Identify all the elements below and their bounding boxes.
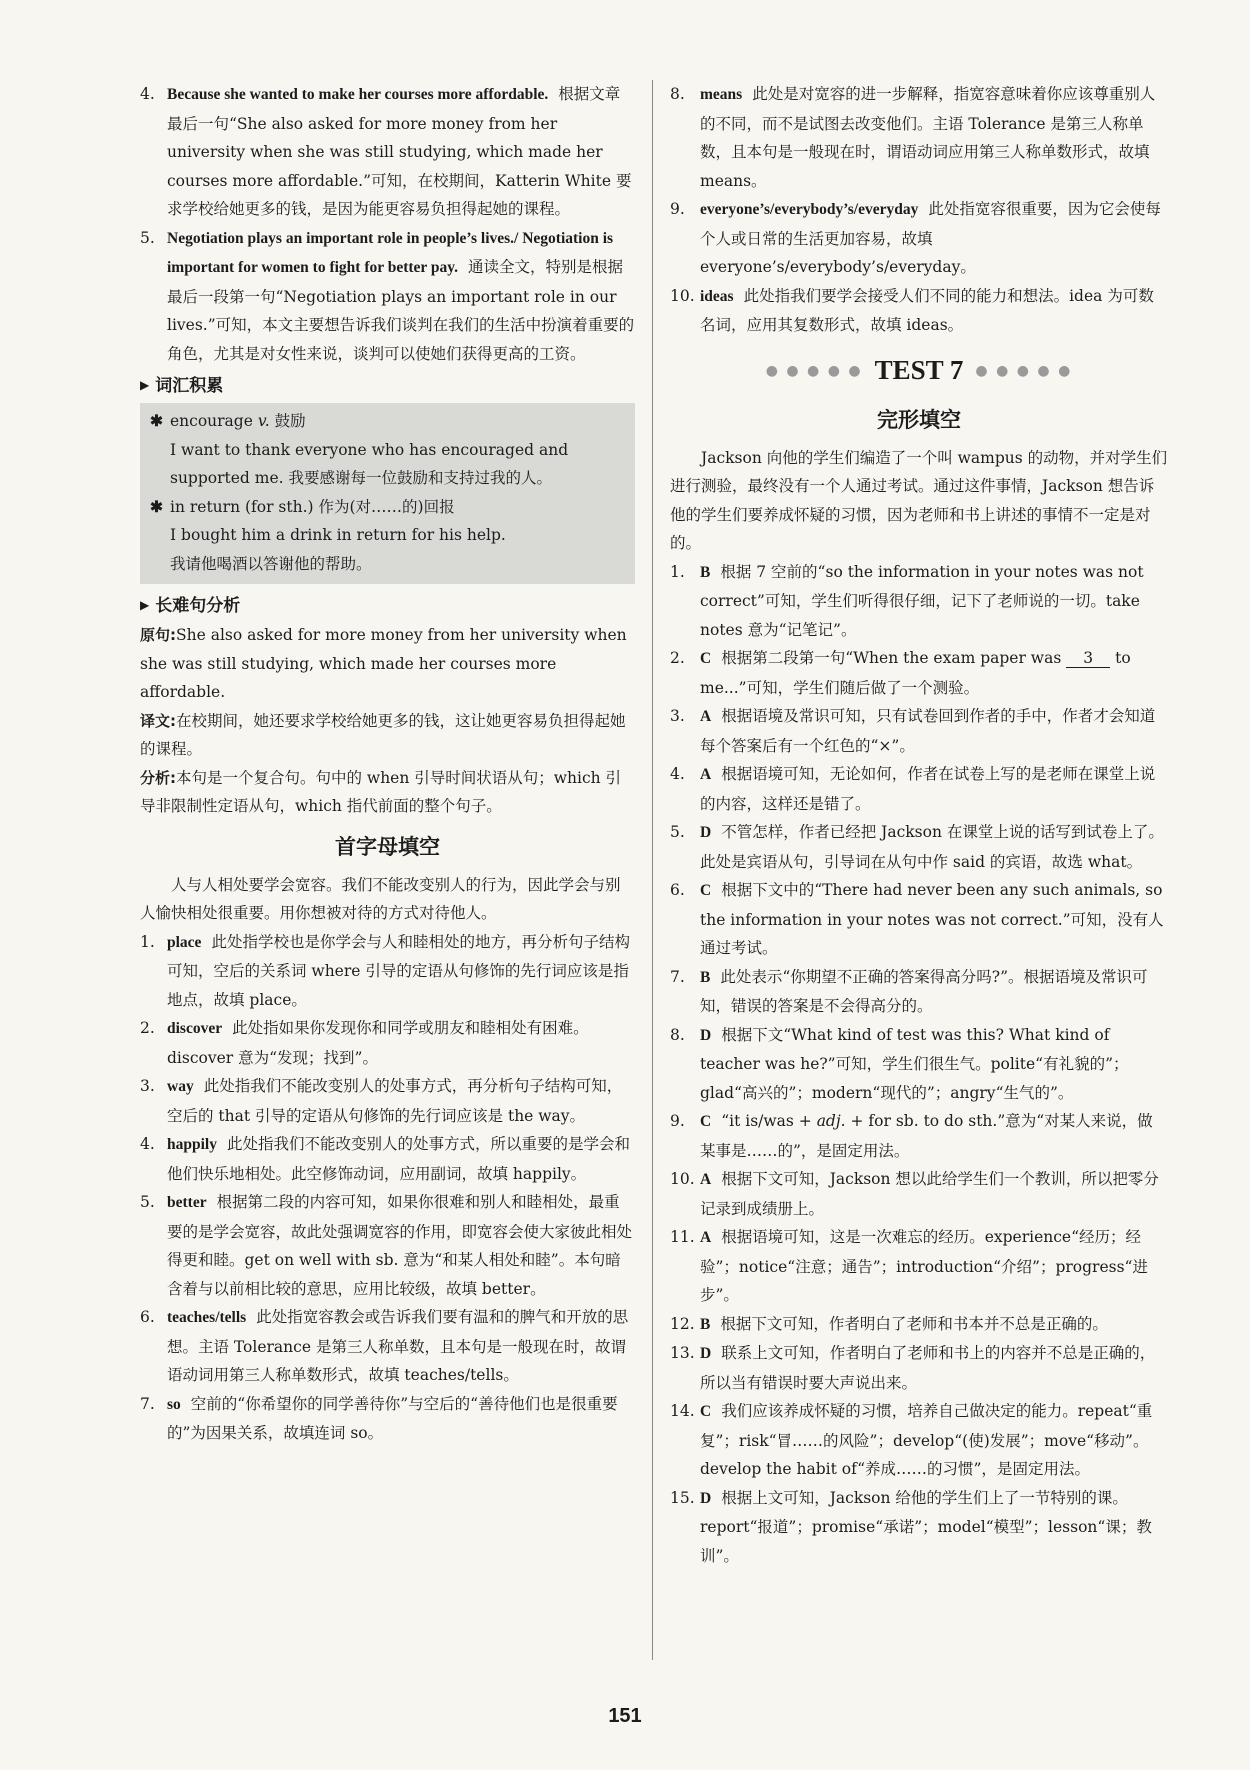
- answer-item: 4. A 根据语境可知，无论如何，作者在试卷上写的是老师在课堂上说的内容，这样还是错了。: [670, 765, 1156, 813]
- section-intro: Jackson 向他的学生们编造了一个叫 wampus 的动物，并对学生们进行测验，最终没有一个人通过考试。通过这件事情，Jackson 想告诉他的学生们要养成怀疑的习惯，因为老师和书上讲述的事情不一定是对的。: [670, 448, 1168, 552]
- answer-item: 13. D 联系上文可知，作者明白了老师和书上的内容并不总是正确的，所以当有错误时要大声说出来。: [670, 1344, 1156, 1392]
- vocab-entry: ✱ encourage v. 鼓励: [150, 407, 625, 436]
- answer-item: [140, 224, 635, 369]
- asterisk-icon: ✱: [150, 496, 163, 516]
- right-column: [670, 80, 1168, 1570]
- answer-item: 4. happily 此处指我们不能改变别人的处事方式，所以重要的是学会和他们快乐地相处。此空修饰动词，应用副词，故填 happily。: [140, 1135, 630, 1183]
- item-explanation: 根据文章最后一句“She also asked for more money from her university when she was still studying, which made her courses more affordable.”可知，在校期间，Katterin White 要求学校给她更多的钱，是因为能更容易负担得起她的课程。: [167, 85, 632, 218]
- answer-item: 2. C 根据第二段第一句“When the exam paper was 3 to me...”可知，学生们随后做了一个测验。: [670, 649, 1131, 697]
- answer-item: 10. ideas 此处指我们要学会接受人们不同的能力和想法。idea 为可数名词，应用其复数形式，故填 ideas。: [670, 286, 1154, 334]
- item-number: 4.: [140, 85, 155, 103]
- item-explanation: 通读全文，特别是根据最后一段第一句“Negotiation plays an important role in our lives.”可知，本文主要想告诉我们谈判在我们的生活中扮演着重要的角色，尤其是对女性来说，谈判可以使她们获得更高的工资。: [167, 258, 635, 363]
- vocab-example: I bought him a drink in return for his help. 我请他喝酒以答谢他的帮助。: [170, 526, 506, 573]
- answer-item: 7. B 此处表示“你期望不正确的答案得高分吗?”。根据语境及常识可知，错误的答案是不会得高分的。: [670, 967, 1148, 1015]
- answer-item: 12. B 根据下文可知，作者明白了老师和书本并不总是正确的。: [670, 1314, 1108, 1333]
- vocab-box: [140, 403, 635, 584]
- answer-item: 8. means 此处是对宽容的进一步解释，指宽容意味着你应该尊重别人的不同，而不是试图去改变他们。主语 Tolerance 是第三人称单数，且本句是一般现在时，谓语动词应用第三人称单数形式，故填 means。: [670, 85, 1156, 190]
- answer-item: 5. D 不管怎样，作者已经把 Jackson 在课堂上说的话写到试卷上了。此处是宾语从句，引导词在从句中作 said 的宾语，故选 what。: [670, 823, 1164, 871]
- section-title: 首字母填空: [335, 834, 440, 859]
- answer-item: 2. discover 此处指如果你发现你和同学或朋友和睦相处有困难。discover 意为“发现；找到”。: [140, 1019, 589, 1067]
- page-number: 151: [608, 1705, 642, 1727]
- item-number: 5.: [140, 228, 155, 247]
- triangle-bullet-icon: ▶: [140, 378, 150, 392]
- answer-item: 14. C 我们应该养成怀疑的习惯，培养自己做决定的能力。repeat“重复”；risk“冒……的风险”；develop“(使)发展”；move“移动”。develop the habit of“养成……的习惯”，是固定用法。: [670, 1402, 1153, 1478]
- answer-item: 9. everyone’s/everybody’s/everyday 此处指宽容很重要，因为它会使每个人或日常的生活更加容易，故填 everyone’s/everybody’s/everyday。: [670, 200, 1161, 276]
- answer-item: 8. D 根据下文“What kind of test was this? What kind of teacher was he?”可知，学生们很生气。polite“有礼貌的”；glad“高兴的”；modern“现代的”；angry“生气的”。: [670, 1025, 1129, 1102]
- answer-item: 9. C “it is/was + adj. + for sb. to do sth.”意为“对某人来说，做某事是……的”，是固定用法。: [670, 1112, 1153, 1160]
- answer-item: 6. C 根据下文中的“There had never been any such animals, so the information in your notes was not correct.”可知，没有人通过考试。: [670, 881, 1164, 957]
- vocab-heading: ▶ 词汇积累: [140, 370, 635, 401]
- underlined-blank: 3: [1066, 649, 1110, 668]
- answer-item: 7. so 空前的“你希望你的同学善待你”与空后的“善待他们也是很重要的”为因果关系，故填连词 so。: [140, 1394, 618, 1442]
- answer-item: 15. D 根据上文可知，Jackson 给他的学生们上了一节特别的课。report“报道”；promise“承诺”；model“模型”；lesson“课；教训”。: [670, 1488, 1152, 1565]
- left-column: [140, 80, 635, 1448]
- answer-item: 3. A 根据语境及常识可知，只有试卷回到作者的手中，作者才会知道每个答案后有一个红色的“×”。: [670, 707, 1156, 755]
- item-answer: Negotiation plays an important role in people’s lives./ Negotiation is important for women to fight for better pay.: [167, 229, 614, 276]
- answer-item: 10. A 根据下文可知，Jackson 想以此给学生们一个教训，所以把零分记录到成绩册上。: [670, 1170, 1159, 1218]
- answer-item: 1. place 此处指学校也是你学会与人和睦相处的地方，再分析句子结构可知，空后的关系词 where 引导的定语从句修饰的先行词应该是指地点，故填 place。: [140, 932, 630, 1009]
- vocab-example: I want to thank everyone who has encouraged and supported me. 我要感谢每一位鼓励和支持过我的人。: [170, 440, 569, 487]
- asterisk-icon: ✱: [150, 411, 163, 430]
- answer-item: 5. better 根据第二段的内容可知，如果你很难和别人和睦相处，最重要的是学会宽容，故此处强调宽容的作用，即宽容会使大家彼此相处得更和睦。get on well with sb. 意为“和某人相处和睦”。本句暗含着与以前相比较的意思，应用比较级，故填 better。: [140, 1193, 633, 1298]
- answer-item: 6. teaches/tells 此处指宽容教会或告诉我们要有温和的脾气和开放的思想。主语 Tolerance 是第三人称单数，且本句是一般现在时，故谓语动词用第三人称单数形式，故填 teaches/tells。: [140, 1308, 629, 1384]
- decorative-dots-icon: ● ● ● ● ●: [975, 362, 1073, 379]
- test-heading: [670, 350, 1168, 394]
- sentence-translation: 译文:在校期间，她还要求学校给她更多的钱，这让她更容易负担得起她的课程。: [140, 711, 626, 758]
- answer-item: 11. A 根据语境可知，这是一次难忘的经历。experience“经历；经验”；notice“注意；通告”；introduction“介绍”；progress“进步”。: [670, 1228, 1148, 1304]
- answer-item: 1. B 根据 7 空前的“so the information in your notes was not correct”可知，学生们听得很仔细，记下了老师说的一切。take notes 意为“记笔记”。: [670, 562, 1144, 639]
- answer-item: 3. way 此处指我们不能改变别人的处事方式，再分析句子结构可知，空后的 that 引导的定语从句修饰的先行词应该是 the way。: [140, 1077, 623, 1125]
- sentence-analysis-heading: ▶ 长难句分析: [140, 590, 635, 621]
- item-answer: Because she wanted to make her courses more affordable.: [167, 86, 549, 103]
- triangle-bullet-icon: ▶: [140, 598, 150, 612]
- section-title: 完形填空: [877, 407, 961, 432]
- vocab-entry: ✱ in return (for sth.) 作为(对……的)回报: [150, 493, 625, 522]
- answer-item: [140, 80, 635, 224]
- section-intro: 人与人相处要学会宽容。我们不能改变别人的行为，因此学会与别人愉快相处很重要。用你想被对待的方式对待他人。: [140, 875, 621, 922]
- test-title: TEST 7: [874, 354, 964, 385]
- sentence-analysis: 分析:本句是一个复合句。句中的 when 引导时间状语从句；which 引导非限制性定语从句，which 指代前面的整个句子。: [140, 768, 622, 815]
- original-sentence: 原句:She also asked for more money from her university when she was still studying, which made her courses more affordable.: [140, 626, 627, 701]
- column-divider: [652, 80, 653, 1660]
- decorative-dots-icon: ● ● ● ● ●: [765, 362, 863, 379]
